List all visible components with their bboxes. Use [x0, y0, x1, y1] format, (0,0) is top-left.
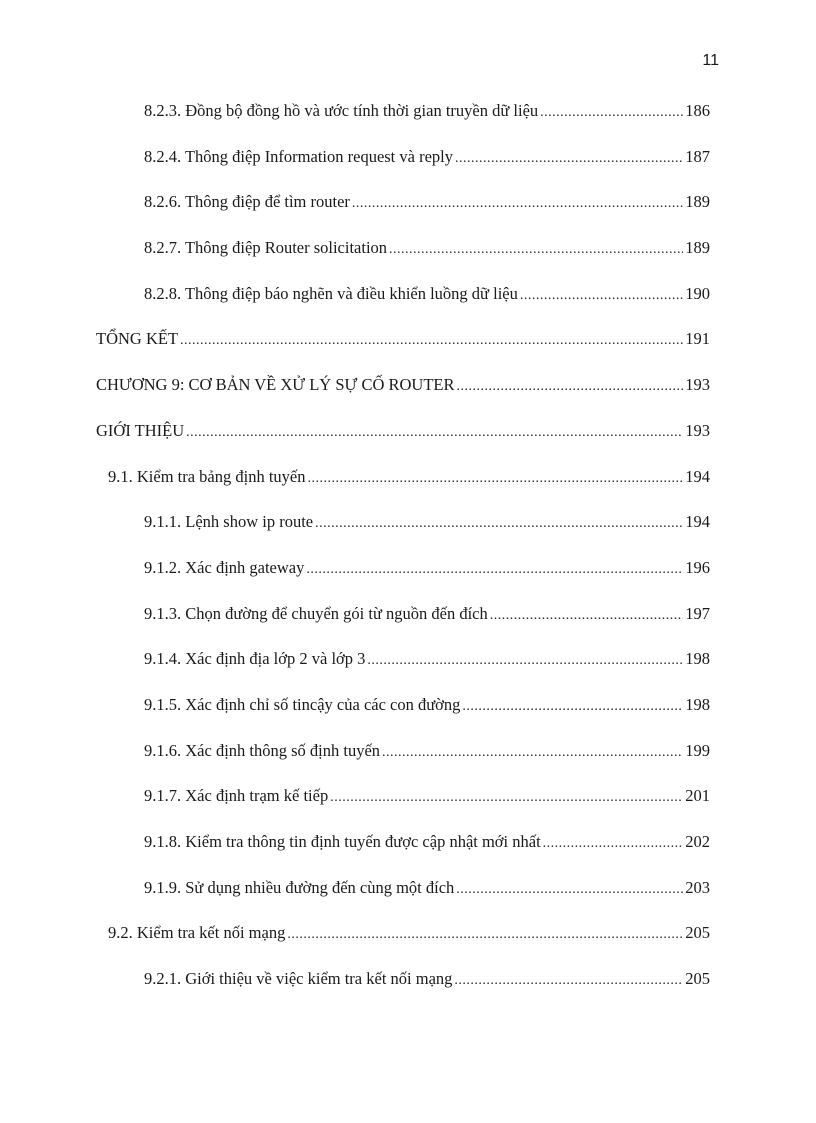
toc-entry[interactable] — [96, 147, 710, 193]
toc-entry-title: 9.1.9. Sử dụng nhiều đường đến cùng một đích — [144, 877, 455, 897]
toc-entry[interactable] — [96, 969, 710, 1015]
toc-entry-page: 186 — [685, 101, 710, 120]
toc-entry-title: 9.1.4. Xác định địa lớp 2 và lớp 3 — [144, 649, 366, 669]
toc-entry[interactable] — [96, 192, 710, 238]
toc-entry-title: 9.1.8. Kiểm tra thông tin định tuyến được cập nhật mới nhất — [144, 832, 541, 851]
toc-entry-title: 9.1.1. Lệnh show ip route — [144, 512, 314, 532]
toc-entry-page: 187 — [685, 146, 710, 166]
toc-dot-leader — [454, 973, 683, 989]
toc-entry-page: 191 — [685, 329, 710, 349]
toc-entry-page: 202 — [685, 832, 710, 851]
toc-entry-page: 193 — [685, 375, 710, 395]
toc-entry-title: 8.2.7. Thông điệp Router solicitation — [144, 238, 388, 258]
toc-entry[interactable] — [96, 695, 710, 741]
toc-dot-leader — [457, 379, 684, 395]
toc-dot-leader — [315, 516, 683, 532]
toc-dot-leader — [352, 196, 683, 212]
toc-entry-page: 190 — [685, 283, 710, 303]
toc-entry[interactable] — [96, 558, 710, 604]
toc-entry[interactable] — [96, 421, 710, 467]
toc-entry-title: GIỚI THIỆU — [96, 420, 185, 440]
toc-entry[interactable] — [96, 741, 710, 787]
toc-entry-page: 199 — [685, 740, 710, 760]
toc-dot-leader — [540, 105, 683, 121]
toc-entry[interactable] — [96, 512, 710, 558]
toc-dot-leader — [456, 882, 683, 898]
toc-entry-title: TỔNG KẾT — [96, 329, 179, 349]
toc-entry-title: 9.1.3. Chọn đường để chuyển gói từ nguồn đến đích — [144, 603, 488, 623]
toc-entry-title: 8.2.4. Thông điệp Information request và reply — [144, 146, 453, 166]
table-of-contents — [96, 101, 710, 1015]
toc-dot-leader — [490, 608, 684, 624]
toc-dot-leader — [543, 836, 684, 852]
toc-entry[interactable] — [96, 467, 710, 513]
toc-dot-leader — [330, 790, 683, 806]
toc-entry-page: 203 — [685, 877, 710, 897]
toc-entry-title: 8.2.6. Thông điệp để tìm router — [144, 192, 350, 212]
toc-entry-page: 193 — [685, 420, 710, 440]
toc-entry[interactable] — [96, 238, 710, 284]
toc-entry[interactable] — [96, 878, 710, 924]
toc-entry[interactable] — [96, 923, 710, 969]
toc-entry-title: 9.1.2. Xác định gateway — [144, 557, 305, 577]
page-number: 11 — [702, 52, 719, 69]
toc-entry[interactable] — [96, 101, 710, 147]
toc-entry-title: 9.1.5. Xác định chỉ số tincậy của các con đường — [144, 694, 461, 714]
toc-entry-title: 9.1.7. Xác định trạm kế tiếp — [144, 786, 329, 806]
toc-entry-page: 189 — [685, 192, 710, 212]
toc-dot-leader — [367, 653, 683, 669]
toc-entry-title: 9.2. Kiểm tra kết nối mạng — [108, 923, 286, 943]
toc-entry-page: 205 — [685, 923, 710, 943]
toc-entry-title: 9.2.1. Giới thiệu về việc kiểm tra kết nối mạng — [144, 969, 453, 989]
toc-entry[interactable] — [96, 604, 710, 650]
toc-entry-page: 194 — [685, 466, 710, 486]
toc-entry-page: 201 — [685, 786, 710, 806]
toc-dot-leader — [382, 745, 683, 761]
toc-entry-page: 189 — [685, 238, 710, 258]
toc-dot-leader — [287, 927, 683, 943]
toc-dot-leader — [462, 699, 683, 715]
toc-entry-title: 8.2.3. Đồng bộ đồng hồ và ước tính thời gian truyền dữ liệu — [144, 101, 539, 120]
toc-dot-leader — [389, 242, 683, 258]
toc-dot-leader — [180, 333, 683, 349]
toc-dot-leader — [520, 288, 683, 304]
toc-entry-page: 196 — [685, 557, 710, 577]
toc-entry-title: 9.1. Kiểm tra bảng định tuyến — [108, 466, 306, 486]
toc-entry-title: 8.2.8. Thông điệp báo nghẽn và điều khiển luồng dữ liệu — [144, 283, 518, 303]
toc-entry[interactable] — [96, 786, 710, 832]
toc-entry[interactable] — [96, 832, 710, 878]
toc-entry-page: 194 — [685, 512, 710, 532]
toc-dot-leader — [186, 425, 683, 441]
toc-entry[interactable] — [96, 329, 710, 375]
toc-entry[interactable] — [96, 284, 710, 330]
toc-entry[interactable] — [96, 649, 710, 695]
toc-dot-leader — [306, 562, 683, 578]
toc-dot-leader — [455, 151, 683, 167]
toc-entry-page: 205 — [685, 969, 710, 989]
toc-entry-page: 197 — [685, 603, 710, 623]
toc-entry-title: CHƯƠNG 9: CƠ BẢN VỀ XỬ LÝ SỰ CỐ ROUTER — [96, 375, 455, 395]
toc-entry-page: 198 — [685, 694, 710, 714]
toc-dot-leader — [308, 471, 684, 487]
toc-entry-title: 9.1.6. Xác định thông số định tuyến — [144, 740, 381, 760]
toc-entry[interactable] — [96, 375, 710, 421]
toc-entry-page: 198 — [685, 649, 710, 669]
